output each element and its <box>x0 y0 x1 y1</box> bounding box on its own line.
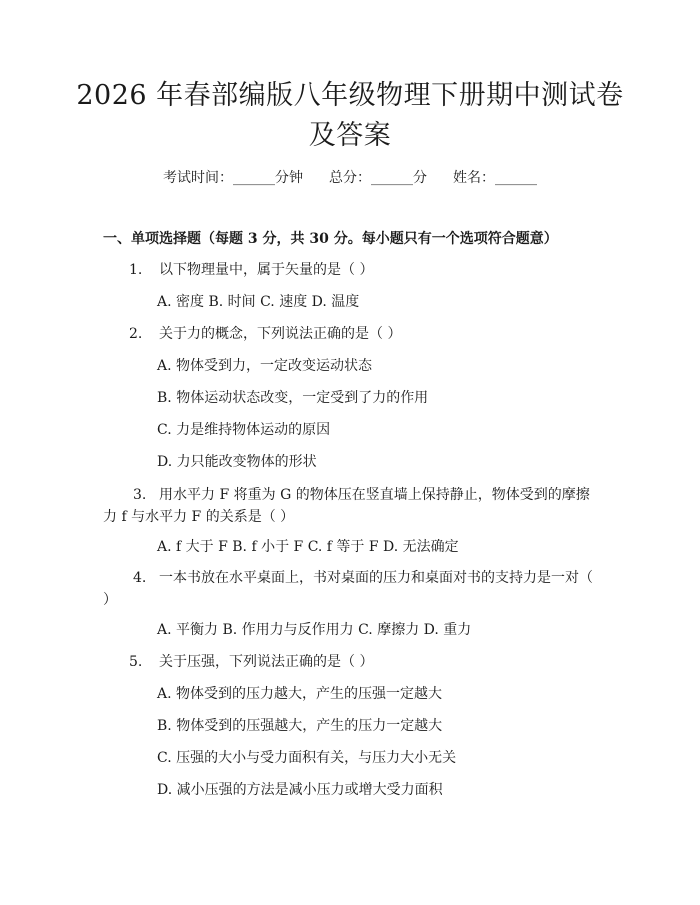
title-line-1: 2026 年春部编版八年级物理下册期中测试卷 <box>76 80 624 111</box>
question-2-option-c: C. 力是维持物体运动的原因 <box>157 422 331 438</box>
question-4 <box>103 567 603 611</box>
question-text: 一本书放在水平桌面上，书对桌面的压力和桌面对书的支持力是一对（ ） <box>103 570 593 608</box>
exam-time-field: 考试时间：______分钟 <box>163 170 303 186</box>
total-score-field: 总分：______分 <box>329 170 427 186</box>
question-number: 4. <box>133 570 147 586</box>
question-5-option-b: B. 物体受到的压强越大，产生的压力一定越大 <box>157 718 443 734</box>
title-line-2: 及答案 <box>308 120 392 151</box>
question-1 <box>129 258 373 282</box>
question-5 <box>129 650 373 674</box>
question-3 <box>103 484 603 528</box>
question-number: 2. <box>129 326 143 342</box>
question-text: 用水平力 F 将重为 G 的物体压在竖直墙上保持静止，物体受到的摩擦力 f 与水平力 F 的关系是（ ） <box>103 487 590 525</box>
section-heading-single-choice: 一、单项选择题（每题 3 分，共 30 分。每小题只有一个选项符合题意） <box>103 231 558 247</box>
question-5-option-d: D. 减小压强的方法是减小压力或增大受力面积 <box>157 782 443 798</box>
question-2-option-b: B. 物体运动状态改变，一定受到了力的作用 <box>157 390 429 406</box>
question-2-option-d: D. 力只能改变物体的形状 <box>157 454 317 470</box>
exam-title <box>70 76 630 156</box>
question-number: 1. <box>129 262 143 278</box>
question-text: 以下物理量中，属于矢量的是（ ） <box>159 262 374 278</box>
exam-meta <box>0 168 700 188</box>
question-4-options: A. 平衡力 B. 作用力与反作用力 C. 摩擦力 D. 重力 <box>157 622 472 638</box>
question-1-options: A. 密度 B. 时间 C. 速度 D. 温度 <box>157 294 360 310</box>
question-5-option-a: A. 物体受到的压力越大，产生的压强一定越大 <box>157 686 443 702</box>
question-2 <box>129 322 401 346</box>
question-3-options: A. f 大于 F B. f 小于 F C. f 等于 F D. 无法确定 <box>157 539 459 555</box>
student-name-field: 姓名：______ <box>453 170 537 186</box>
question-text: 关于压强，下列说法正确的是（ ） <box>159 654 374 670</box>
question-text: 关于力的概念，下列说法正确的是（ ） <box>159 326 402 342</box>
question-5-option-c: C. 压强的大小与受力面积有关，与压力大小无关 <box>157 750 457 766</box>
question-2-option-a: A. 物体受到力，一定改变运动状态 <box>157 358 373 374</box>
question-number: 3. <box>133 487 147 503</box>
question-number: 5. <box>129 654 143 670</box>
